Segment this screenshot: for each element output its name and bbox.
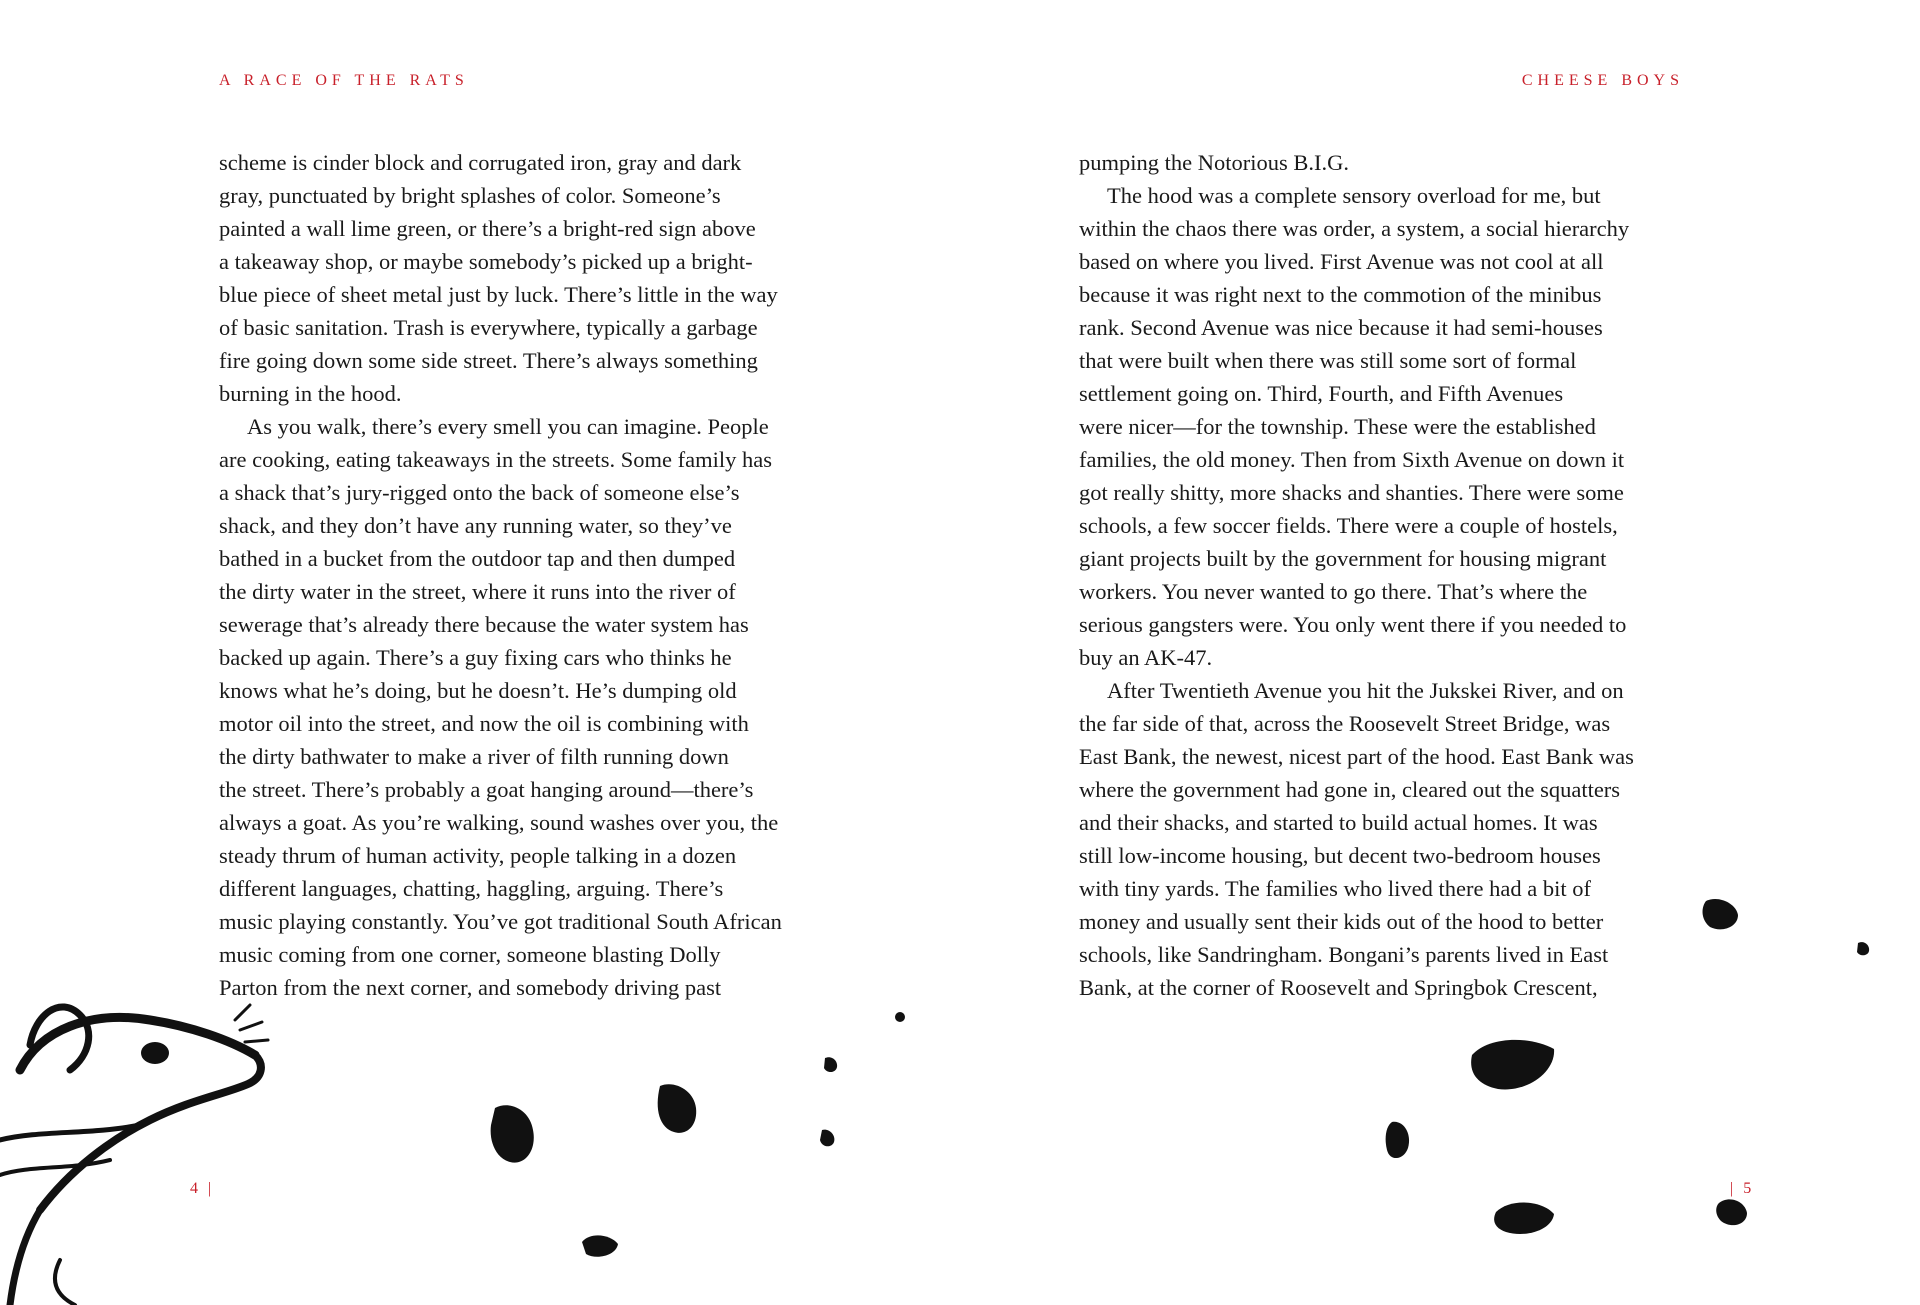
text-line: with tiny yards. The families who lived there had a bit of	[1079, 876, 1591, 901]
left-body-text	[219, 146, 869, 1004]
text-line: bathed in a bucket from the outdoor tap and then dumped	[219, 546, 736, 571]
text-line: buy an AK-47.	[1079, 645, 1213, 670]
folio-separator: |	[208, 1180, 214, 1197]
text-line: of basic sanitation. Trash is everywhere, typically a garbage	[219, 315, 758, 340]
text-line: schools, like Sandringham. Bongani’s parents lived in East	[1079, 942, 1609, 967]
right-page	[960, 0, 1920, 1305]
text-line: steady thrum of human activity, people talking in a dozen	[219, 843, 737, 868]
page-number-right: 5	[1743, 1180, 1754, 1197]
text-line: Parton from the next corner, and somebody driving past	[219, 975, 722, 1000]
ink-mark	[1384, 1120, 1414, 1162]
text-line: After Twentieth Avenue you hit the Jukskei River, and on	[1107, 678, 1624, 703]
text-line: sewerage that’s already there because the water system has	[219, 612, 749, 637]
ink-mark	[1492, 1198, 1556, 1238]
text-line: giant projects built by the government for housing migrant	[1079, 546, 1607, 571]
text-line: motor oil into the street, and now the oil is combining with	[219, 711, 749, 736]
text-line: rank. Second Avenue was nice because it had semi-houses	[1079, 315, 1603, 340]
text-line: the street. There’s probably a goat hanging around—there’s	[219, 777, 754, 802]
text-line: schools, a few soccer fields. There were a couple of hostels,	[1079, 513, 1618, 538]
ink-mark	[822, 1055, 840, 1075]
text-line: scheme is cinder block and corrugated iron, gray and dark	[219, 150, 742, 175]
text-line: settlement going on. Third, Fourth, and Fifth Avenues	[1079, 381, 1564, 406]
ink-mark	[652, 1080, 702, 1140]
text-line: where the government had gone in, cleared out the squatters	[1079, 777, 1621, 802]
folio-separator: |	[1730, 1180, 1736, 1197]
text-line: the far side of that, across the Roosevelt Street Bridge, was	[1079, 711, 1611, 736]
text-line: blue piece of sheet metal just by luck. There’s little in the way	[219, 282, 778, 307]
ink-mark	[1700, 895, 1740, 933]
text-line: pumping the Notorious B.I.G.	[1079, 150, 1349, 175]
text-line: always a goat. As you’re walking, sound washes over you, the	[219, 810, 779, 835]
text-line: still low-income housing, but decent two-bedroom houses	[1079, 843, 1601, 868]
text-line: Bank, at the corner of Roosevelt and Springbok Crescent,	[1079, 975, 1598, 1000]
running-head-left: A RACE OF THE RATS	[219, 72, 469, 89]
text-line: and their shacks, and started to build actual homes. It was	[1079, 810, 1598, 835]
ink-mark	[1468, 1035, 1558, 1095]
text-line: The hood was a complete sensory overload for me, but	[1107, 183, 1601, 208]
ink-mark	[1855, 940, 1871, 958]
text-line: the dirty water in the street, where it runs into the river of	[219, 579, 736, 604]
ink-mark	[818, 1128, 838, 1150]
right-body-text	[1079, 146, 1729, 1004]
text-line: are cooking, eating takeaways in the streets. Some family has	[219, 447, 772, 472]
ink-mark	[893, 1010, 907, 1024]
text-line: fire going down some side street. There’s always something	[219, 348, 758, 373]
text-line: backed up again. There’s a guy fixing cars who thinks he	[219, 645, 732, 670]
text-line: within the chaos there was order, a system, a social hierarchy	[1079, 216, 1630, 241]
text-line: families, the old money. Then from Sixth Avenue on down it	[1079, 447, 1625, 472]
text-line: were nicer—for the township. These were the established	[1079, 414, 1596, 439]
text-line: a takeaway shop, or maybe somebody’s picked up a bright-	[219, 249, 753, 274]
text-line: workers. You never wanted to go there. That’s where the	[1079, 579, 1588, 604]
text-line: a shack that’s jury-rigged onto the back of someone else’s	[219, 480, 740, 505]
text-line: music coming from one corner, someone blasting Dolly	[219, 942, 721, 967]
ink-mark	[1715, 1195, 1749, 1229]
ink-mark	[485, 1100, 545, 1170]
rat-sketch-illustration	[0, 960, 290, 1305]
text-line: got really shitty, more shacks and shanties. There were some	[1079, 480, 1624, 505]
text-line: East Bank, the newest, nicest part of the hood. East Bank was	[1079, 744, 1634, 769]
text-line: that were built when there was still some sort of formal	[1079, 348, 1577, 373]
text-line: painted a wall lime green, or there’s a bright-red sign above	[219, 216, 756, 241]
rat-eye	[141, 1042, 169, 1064]
text-line: knows what he’s doing, but he doesn’t. He’s dumping old	[219, 678, 737, 703]
text-line: because it was right next to the commotion of the minibus	[1079, 282, 1602, 307]
running-head-right: CHEESE BOYS	[1521, 72, 1684, 89]
text-line: shack, and they don’t have any running water, so they’ve	[219, 513, 732, 538]
page-number-left: 4	[190, 1180, 200, 1197]
text-line: the dirty bathwater to make a river of filth running down	[219, 744, 729, 769]
text-line: serious gangsters were. You only went there if you needed to	[1079, 612, 1627, 637]
text-line: money and usually sent their kids out of the hood to better	[1079, 909, 1604, 934]
text-line: gray, punctuated by bright splashes of color. Someone’s	[219, 183, 721, 208]
ink-mark	[580, 1232, 620, 1260]
text-line: burning in the hood.	[219, 381, 402, 406]
text-line: different languages, chatting, haggling, arguing. There’s	[219, 876, 724, 901]
text-line: As you walk, there’s every smell you can imagine. People	[247, 414, 769, 439]
text-line: music playing constantly. You’ve got traditional South African	[219, 909, 782, 934]
text-line: based on where you lived. First Avenue was not cool at all	[1079, 249, 1604, 274]
